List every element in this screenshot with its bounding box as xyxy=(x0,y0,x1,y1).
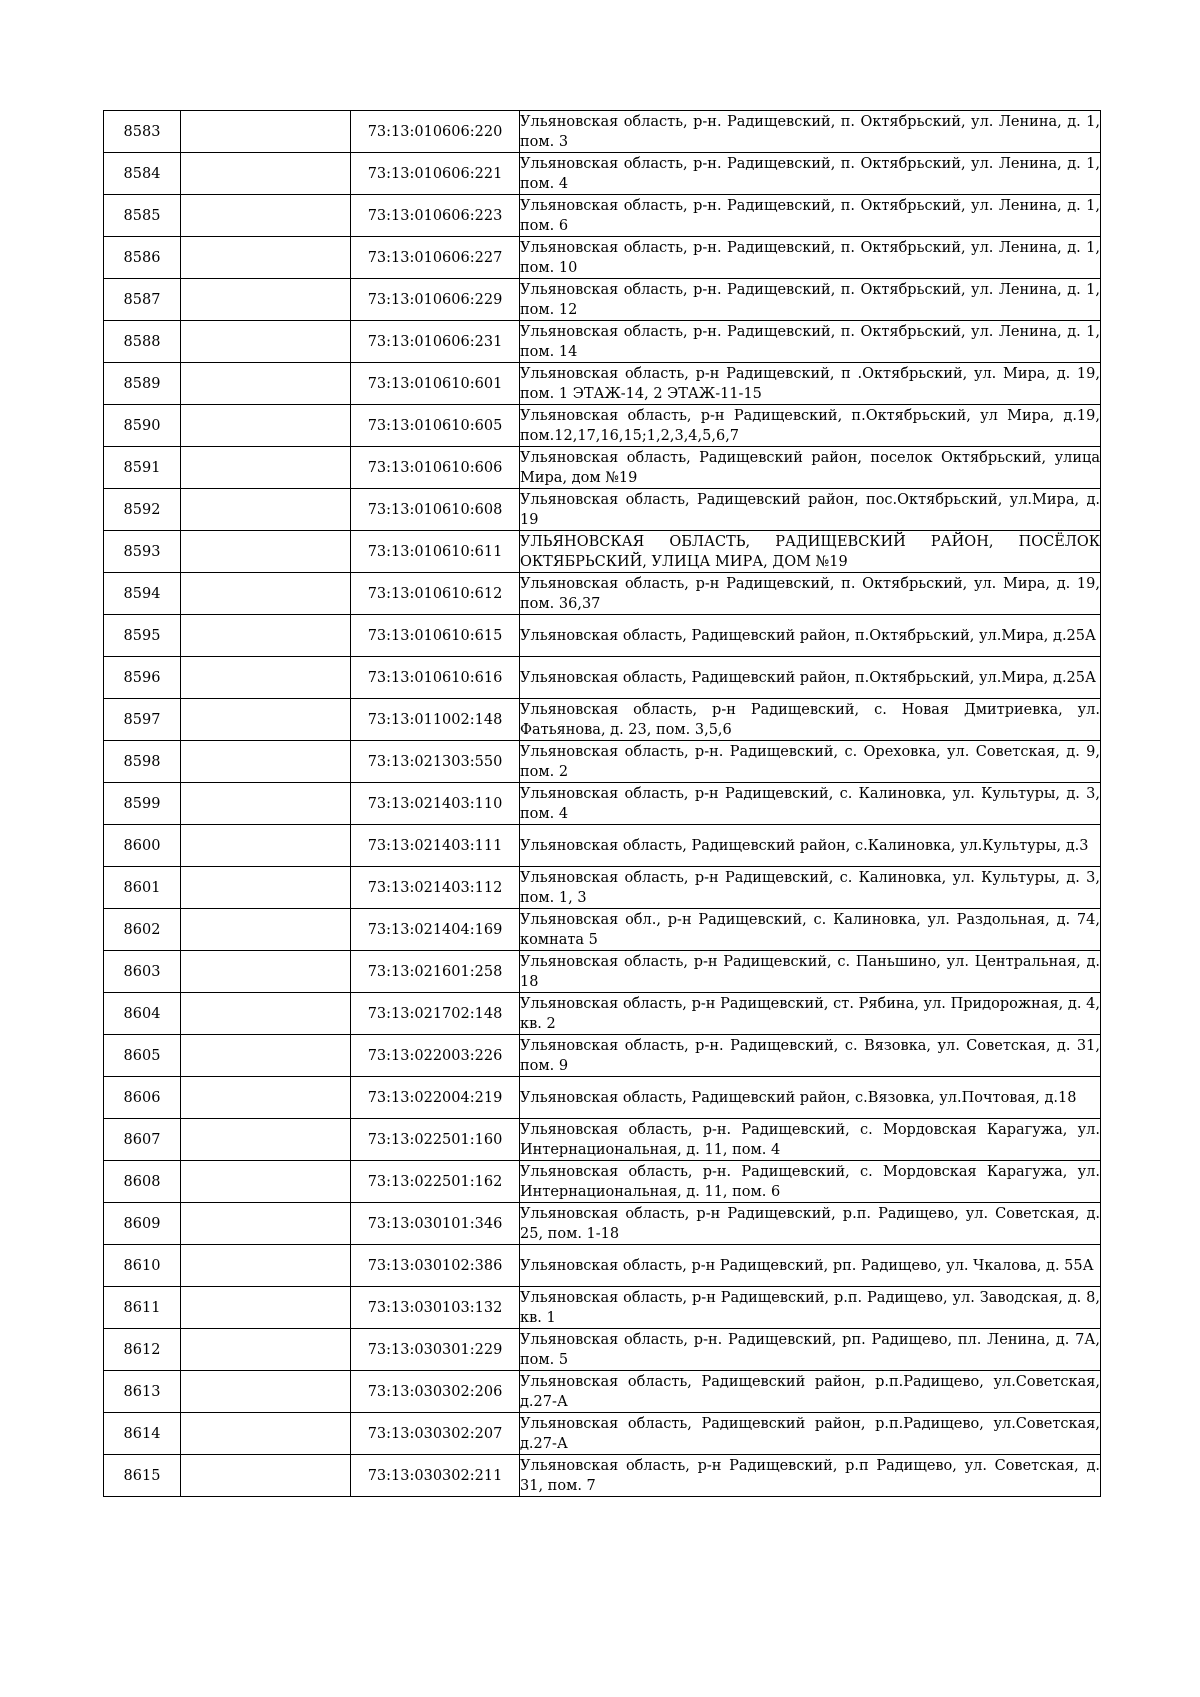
table-row xyxy=(104,447,1101,489)
row-number-cell: 8605 xyxy=(104,1035,181,1077)
table-row xyxy=(104,111,1101,153)
cadastral-number-cell: 73:13:010606:227 xyxy=(351,237,520,279)
empty-cell xyxy=(181,783,351,825)
address-cell xyxy=(520,993,1101,1035)
address-text: Ульяновская область, р-н Радищевский, р.п. Радищево, ул. Советская, д. 25, пом. 1-18 xyxy=(520,1205,1100,1242)
empty-cell xyxy=(181,111,351,153)
registry-table xyxy=(103,110,1101,1497)
empty-cell xyxy=(181,1287,351,1329)
empty-cell xyxy=(181,279,351,321)
table-row xyxy=(104,1455,1101,1497)
empty-cell xyxy=(181,1035,351,1077)
table-row xyxy=(104,1287,1101,1329)
cadastral-number-cell: 73:13:010606:229 xyxy=(351,279,520,321)
cadastral-number-cell: 73:13:030102:386 xyxy=(351,1245,520,1287)
row-number-cell: 8603 xyxy=(104,951,181,993)
address-cell xyxy=(520,1287,1101,1329)
row-number-cell: 8612 xyxy=(104,1329,181,1371)
table-row xyxy=(104,951,1101,993)
empty-cell xyxy=(181,1119,351,1161)
address-text: Ульяновская область, Радищевский район, с.Вязовка, ул.Почтовая, д.18 xyxy=(520,1089,1077,1106)
empty-cell xyxy=(181,489,351,531)
row-number-cell: 8598 xyxy=(104,741,181,783)
row-number-cell: 8611 xyxy=(104,1287,181,1329)
address-cell xyxy=(520,1245,1101,1287)
empty-cell xyxy=(181,1371,351,1413)
table-row xyxy=(104,909,1101,951)
table-row xyxy=(104,783,1101,825)
empty-cell xyxy=(181,741,351,783)
cadastral-number-cell: 73:13:022501:162 xyxy=(351,1161,520,1203)
cadastral-number-cell: 73:13:021404:169 xyxy=(351,909,520,951)
address-text: Ульяновская область, р-н Радищевский, п.Октябрьский, ул Мира, д.19, пом.12,17,16,15;1,2,3,4,5,6,7 xyxy=(520,407,1100,444)
address-text: Ульяновская область, р-н. Радищевский, с. Ореховка, ул. Советская, д. 9, пом. 2 xyxy=(520,743,1100,780)
table-row xyxy=(104,573,1101,615)
address-text: Ульяновская область, р-н Радищевский, п. Октябрьский, ул. Мира, д. 19, пом. 36,37 xyxy=(520,575,1100,612)
address-text: Ульяновская область, Радищевский район, пос.Октябрьский, ул.Мира, д. 19 xyxy=(520,491,1100,528)
address-text: Ульяновская область, р-н Радищевский, с. Паньшино, ул. Центральная, д. 18 xyxy=(520,953,1100,990)
empty-cell xyxy=(181,1413,351,1455)
table-row xyxy=(104,195,1101,237)
empty-cell xyxy=(181,363,351,405)
row-number-cell: 8607 xyxy=(104,1119,181,1161)
address-text: Ульяновская область, Радищевский район, р.п.Радищево, ул.Советская, д.27-А xyxy=(520,1415,1100,1452)
address-text: Ульяновская область, р-н Радищевский, р.п. Радищево, ул. Заводская, д. 8, кв. 1 xyxy=(520,1289,1100,1326)
cadastral-number-cell: 73:13:011002:148 xyxy=(351,699,520,741)
row-number-cell: 8610 xyxy=(104,1245,181,1287)
address-text: Ульяновская область, р-н. Радищевский, с. Мордовская Карагужа, ул. Интернациональная, д. 11, пом. 6 xyxy=(520,1163,1100,1200)
cadastral-number-cell: 73:13:010610:615 xyxy=(351,615,520,657)
row-number-cell: 8606 xyxy=(104,1077,181,1119)
empty-cell xyxy=(181,531,351,573)
cadastral-number-cell: 73:13:030302:206 xyxy=(351,1371,520,1413)
empty-cell xyxy=(181,657,351,699)
table-row xyxy=(104,1035,1101,1077)
cadastral-number-cell: 73:13:021403:111 xyxy=(351,825,520,867)
table-row xyxy=(104,699,1101,741)
table-row xyxy=(104,363,1101,405)
row-number-cell: 8593 xyxy=(104,531,181,573)
cadastral-number-cell: 73:13:010606:231 xyxy=(351,321,520,363)
table-row xyxy=(104,1329,1101,1371)
table-row xyxy=(104,237,1101,279)
row-number-cell: 8595 xyxy=(104,615,181,657)
empty-cell xyxy=(181,195,351,237)
address-cell xyxy=(520,279,1101,321)
row-number-cell: 8600 xyxy=(104,825,181,867)
address-text: Ульяновская область, р-н. Радищевский, п. Октябрьский, ул. Ленина, д. 1, пом. 10 xyxy=(520,239,1100,276)
row-number-cell: 8590 xyxy=(104,405,181,447)
table-row xyxy=(104,1119,1101,1161)
address-cell xyxy=(520,951,1101,993)
cadastral-number-cell: 73:13:010610:612 xyxy=(351,573,520,615)
address-cell xyxy=(520,153,1101,195)
empty-cell xyxy=(181,699,351,741)
row-number-cell: 8601 xyxy=(104,867,181,909)
address-text: Ульяновская область, Радищевский район, р.п.Радищево, ул.Советская, д.27-А xyxy=(520,1373,1100,1410)
empty-cell xyxy=(181,615,351,657)
cadastral-number-cell: 73:13:010610:605 xyxy=(351,405,520,447)
row-number-cell: 8586 xyxy=(104,237,181,279)
address-text: Ульяновская область, р-н. Радищевский, п. Октябрьский, ул. Ленина, д. 1, пом. 3 xyxy=(520,113,1100,150)
empty-cell xyxy=(181,237,351,279)
address-cell xyxy=(520,1161,1101,1203)
address-text: Ульяновская область, р-н. Радищевский, п. Октябрьский, ул. Ленина, д. 1, пом. 4 xyxy=(520,155,1100,192)
cadastral-number-cell: 73:13:022501:160 xyxy=(351,1119,520,1161)
address-text: Ульяновская область, р-н Радищевский, ст. Рябина, ул. Придорожная, д. 4, кв. 2 xyxy=(520,995,1100,1032)
table-row xyxy=(104,1245,1101,1287)
cadastral-number-cell: 73:13:010610:606 xyxy=(351,447,520,489)
cadastral-number-cell: 73:13:021403:110 xyxy=(351,783,520,825)
address-cell xyxy=(520,237,1101,279)
table-row xyxy=(104,531,1101,573)
cadastral-number-cell: 73:13:030302:207 xyxy=(351,1413,520,1455)
row-number-cell: 8609 xyxy=(104,1203,181,1245)
address-text: Ульяновская область, р-н Радищевский, с. Новая Дмитриевка, ул. Фатьянова, д. 23, пом. 3,5,6 xyxy=(520,701,1100,738)
registry-table-body xyxy=(104,111,1101,1497)
cadastral-number-cell: 73:13:010606:223 xyxy=(351,195,520,237)
address-cell xyxy=(520,1329,1101,1371)
cadastral-number-cell: 73:13:030301:229 xyxy=(351,1329,520,1371)
row-number-cell: 8596 xyxy=(104,657,181,699)
address-cell xyxy=(520,699,1101,741)
address-cell xyxy=(520,783,1101,825)
address-cell xyxy=(520,741,1101,783)
address-text: Ульяновская область, р-н Радищевский, с. Калиновка, ул. Культуры, д. 3, пом. 4 xyxy=(520,785,1100,822)
address-cell xyxy=(520,1455,1101,1497)
cadastral-number-cell: 73:13:010606:221 xyxy=(351,153,520,195)
address-text: Ульяновская область, р-н. Радищевский, п. Октябрьский, ул. Ленина, д. 1, пом. 6 xyxy=(520,197,1100,234)
empty-cell xyxy=(181,993,351,1035)
empty-cell xyxy=(181,1455,351,1497)
row-number-cell: 8588 xyxy=(104,321,181,363)
row-number-cell: 8602 xyxy=(104,909,181,951)
address-text: Ульяновская область, р-н. Радищевский, п. Октябрьский, ул. Ленина, д. 1, пом. 14 xyxy=(520,323,1100,360)
row-number-cell: 8583 xyxy=(104,111,181,153)
cadastral-number-cell: 73:13:022003:226 xyxy=(351,1035,520,1077)
address-cell xyxy=(520,657,1101,699)
cadastral-number-cell: 73:13:030103:132 xyxy=(351,1287,520,1329)
cadastral-number-cell: 73:13:021403:112 xyxy=(351,867,520,909)
table-row xyxy=(104,1077,1101,1119)
address-cell xyxy=(520,615,1101,657)
address-text: УЛЬЯНОВСКАЯ ОБЛАСТЬ, РАДИЩЕВСКИЙ РАЙОН, ПОСЁЛОК ОКТЯБРЬСКИЙ, УЛИЦА МИРА, ДОМ №19 xyxy=(520,533,1100,570)
row-number-cell: 8594 xyxy=(104,573,181,615)
address-cell xyxy=(520,1203,1101,1245)
address-text: Ульяновская область, р-н Радищевский, рп. Радищево, ул. Чкалова, д. 55А xyxy=(520,1257,1094,1274)
address-cell xyxy=(520,1371,1101,1413)
address-cell xyxy=(520,1413,1101,1455)
row-number-cell: 8591 xyxy=(104,447,181,489)
address-cell xyxy=(520,1119,1101,1161)
empty-cell xyxy=(181,153,351,195)
table-row xyxy=(104,741,1101,783)
empty-cell xyxy=(181,405,351,447)
row-number-cell: 8589 xyxy=(104,363,181,405)
address-cell xyxy=(520,447,1101,489)
address-cell xyxy=(520,1077,1101,1119)
empty-cell xyxy=(181,447,351,489)
empty-cell xyxy=(181,1077,351,1119)
table-row xyxy=(104,825,1101,867)
empty-cell xyxy=(181,573,351,615)
address-cell xyxy=(520,531,1101,573)
empty-cell xyxy=(181,1245,351,1287)
address-cell xyxy=(520,195,1101,237)
cadastral-number-cell: 73:13:010610:611 xyxy=(351,531,520,573)
address-cell xyxy=(520,909,1101,951)
address-cell xyxy=(520,489,1101,531)
row-number-cell: 8613 xyxy=(104,1371,181,1413)
cadastral-number-cell: 73:13:010606:220 xyxy=(351,111,520,153)
row-number-cell: 8584 xyxy=(104,153,181,195)
address-text: Ульяновская область, р-н Радищевский, с. Калиновка, ул. Культуры, д. 3, пом. 1, 3 xyxy=(520,869,1100,906)
cadastral-number-cell: 73:13:021702:148 xyxy=(351,993,520,1035)
empty-cell xyxy=(181,1203,351,1245)
address-text: Ульяновская обл., р-н Радищевский, с. Калиновка, ул. Раздольная, д. 74, комната 5 xyxy=(520,911,1100,948)
address-text: Ульяновская область, Радищевский район, п.Октябрьский, ул.Мира, д.25А xyxy=(520,627,1096,644)
empty-cell xyxy=(181,867,351,909)
address-text: Ульяновская область, р-н Радищевский, п .Октябрьский, ул. Мира, д. 19, пом. 1 ЭТАЖ-14, 2 ЭТАЖ-11-15 xyxy=(520,365,1100,402)
row-number-cell: 8585 xyxy=(104,195,181,237)
row-number-cell: 8615 xyxy=(104,1455,181,1497)
empty-cell xyxy=(181,1329,351,1371)
row-number-cell: 8608 xyxy=(104,1161,181,1203)
empty-cell xyxy=(181,951,351,993)
cadastral-number-cell: 73:13:010610:608 xyxy=(351,489,520,531)
table-row xyxy=(104,1371,1101,1413)
empty-cell xyxy=(181,825,351,867)
address-cell xyxy=(520,363,1101,405)
address-cell xyxy=(520,321,1101,363)
table-row xyxy=(104,153,1101,195)
row-number-cell: 8599 xyxy=(104,783,181,825)
empty-cell xyxy=(181,909,351,951)
cadastral-number-cell: 73:13:030302:211 xyxy=(351,1455,520,1497)
address-text: Ульяновская область, Радищевский район, поселок Октябрьский, улица Мира, дом №19 xyxy=(520,449,1100,486)
table-row xyxy=(104,321,1101,363)
table-row xyxy=(104,405,1101,447)
cadastral-number-cell: 73:13:030101:346 xyxy=(351,1203,520,1245)
row-number-cell: 8597 xyxy=(104,699,181,741)
table-row xyxy=(104,993,1101,1035)
cadastral-number-cell: 73:13:010610:601 xyxy=(351,363,520,405)
address-text: Ульяновская область, р-н. Радищевский, рп. Радищево, пл. Ленина, д. 7А, пом. 5 xyxy=(520,1331,1100,1368)
address-text: Ульяновская область, р-н Радищевский, р.п Радищево, ул. Советская, д. 31, пом. 7 xyxy=(520,1457,1100,1494)
empty-cell xyxy=(181,321,351,363)
row-number-cell: 8604 xyxy=(104,993,181,1035)
address-cell xyxy=(520,405,1101,447)
address-cell xyxy=(520,111,1101,153)
table-row xyxy=(104,657,1101,699)
address-cell xyxy=(520,573,1101,615)
table-row xyxy=(104,1161,1101,1203)
row-number-cell: 8587 xyxy=(104,279,181,321)
table-row xyxy=(104,489,1101,531)
address-cell xyxy=(520,825,1101,867)
address-text: Ульяновская область, р-н. Радищевский, с. Вязовка, ул. Советская, д. 31, пом. 9 xyxy=(520,1037,1100,1074)
table-row xyxy=(104,279,1101,321)
address-text: Ульяновская область, Радищевский район, с.Калиновка, ул.Культуры, д.3 xyxy=(520,837,1089,854)
cadastral-number-cell: 73:13:021601:258 xyxy=(351,951,520,993)
address-text: Ульяновская область, р-н. Радищевский, п. Октябрьский, ул. Ленина, д. 1, пом. 12 xyxy=(520,281,1100,318)
address-cell xyxy=(520,1035,1101,1077)
address-text: Ульяновская область, Радищевский район, п.Октябрьский, ул.Мира, д.25А xyxy=(520,669,1096,686)
table-row xyxy=(104,615,1101,657)
table-row xyxy=(104,1203,1101,1245)
address-cell xyxy=(520,867,1101,909)
cadastral-number-cell: 73:13:022004:219 xyxy=(351,1077,520,1119)
row-number-cell: 8592 xyxy=(104,489,181,531)
table-row xyxy=(104,1413,1101,1455)
row-number-cell: 8614 xyxy=(104,1413,181,1455)
cadastral-number-cell: 73:13:010610:616 xyxy=(351,657,520,699)
table-row xyxy=(104,867,1101,909)
empty-cell xyxy=(181,1161,351,1203)
address-text: Ульяновская область, р-н. Радищевский, с. Мордовская Карагужа, ул. Интернациональная, д. 11, пом. 4 xyxy=(520,1121,1100,1158)
cadastral-number-cell: 73:13:021303:550 xyxy=(351,741,520,783)
